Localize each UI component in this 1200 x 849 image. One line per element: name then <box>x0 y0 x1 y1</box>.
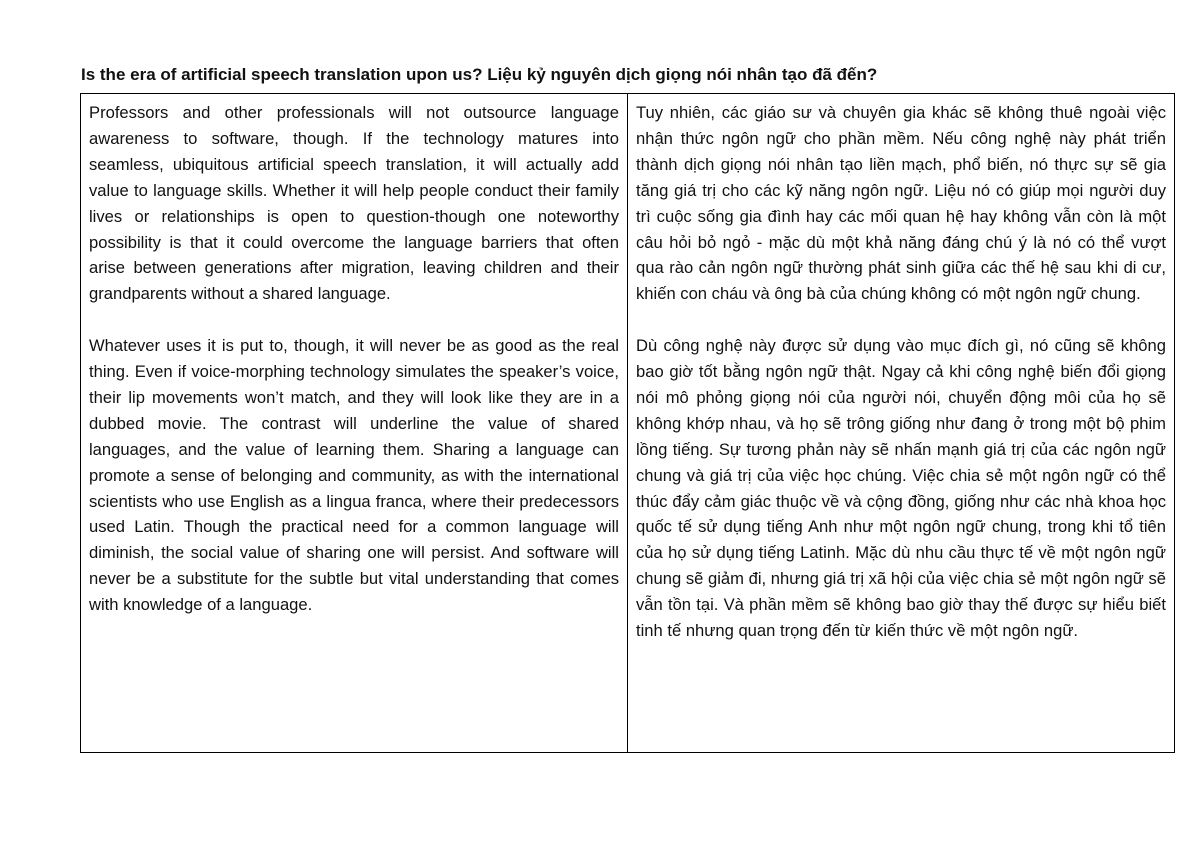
vietnamese-paragraph-1: Tuy nhiên, các giáo sư và chuyên gia khác sẽ không thuê ngoài việc nhận thức ngôn ngữ cho phần mềm. Nếu công nghệ này phát triển thành dịch giọng nói nhân tạo liền mạch, phổ biến, nó thực sự sẽ gia tăng giá trị cho các kỹ năng ngôn ngữ. Liệu nó có giúp mọi người duy trì cuộc sống gia đình hay các mối quan hệ hay không vẫn còn là một câu hỏi bỏ ngỏ - mặc dù một khả năng đáng chú ý là nó có thể vượt qua rào cản ngôn ngữ thường phát sinh giữa các thế hệ sau khi di cư, khiến con cháu và ông bà của chúng không có một ngôn ngữ chung. <box>636 103 1166 304</box>
vietnamese-paragraph-2: Dù công nghệ này được sử dụng vào mục đích gì, nó cũng sẽ không bao giờ tốt bằng ngôn ngữ thật. Ngay cả khi công nghệ biến đổi giọng nói mô phỏng giọng nói của người nói, chuyển động môi của họ sẽ không khớp nhau, và họ sẽ trông giống như đang ở trong một bộ phim lồng tiếng. Sự tương phản này sẽ nhấn mạnh giá trị của các ngôn ngữ chung và giá trị của việc học chúng. Việc chia sẻ một ngôn ngữ có thể thúc đẩy cảm giác thuộc về và cộng đồng, giống như các nhà khoa học quốc tế sử dụng tiếng Anh như một ngôn ngữ chung, trong khi tổ tiên của họ sử dụng tiếng Latinh. Mặc dù nhu cầu thực tế về một ngôn ngữ chung sẽ giảm đi, nhưng giá trị xã hội của việc chia sẻ một ngôn ngữ sẽ vẫn tồn tại. Và phần mềm sẽ không bao giờ thay thế được sự hiểu biết tinh tế nhưng quan trọng đến từ kiến thức về một ngôn ngữ. <box>636 336 1166 641</box>
bilingual-table <box>80 93 1175 753</box>
english-paragraph-1: Professors and other professionals will not outsource language awareness to software, though. If the technology matures into seamless, ubiquitous artificial speech translation, it will actually add value to language skills. Whether it will help people conduct their family lives or relationships is open to question-though one noteworthy possibility is that it could overcome the language barriers that often arise between generations after migration, leaving children and their grandparents without a shared language. <box>89 103 619 304</box>
english-column <box>81 94 628 753</box>
document-title: Is the era of artificial speech translation upon us? Liệu kỷ nguyên dịch giọng nói nhân tạo đã đến? <box>81 65 878 84</box>
english-paragraph-2: Whatever uses it is put to, though, it will never be as good as the real thing. Even if voice-morphing technology simulates the speaker’s voice, their lip movements won’t match, and they will look like they are in a dubbed movie. The contrast will underline the value of shared languages, and the value of learning them. Sharing a language can promote a sense of belonging and community, as with the international scientists who use English as a lingua franca, where their predecessors used Latin. Though the practical need for a common language will diminish, the social value of sharing one will persist. And software will never be a substitute for the subtle but vital understanding that comes with knowledge of a language. <box>89 336 619 615</box>
vietnamese-column <box>628 94 1175 753</box>
table-row <box>81 94 1175 753</box>
